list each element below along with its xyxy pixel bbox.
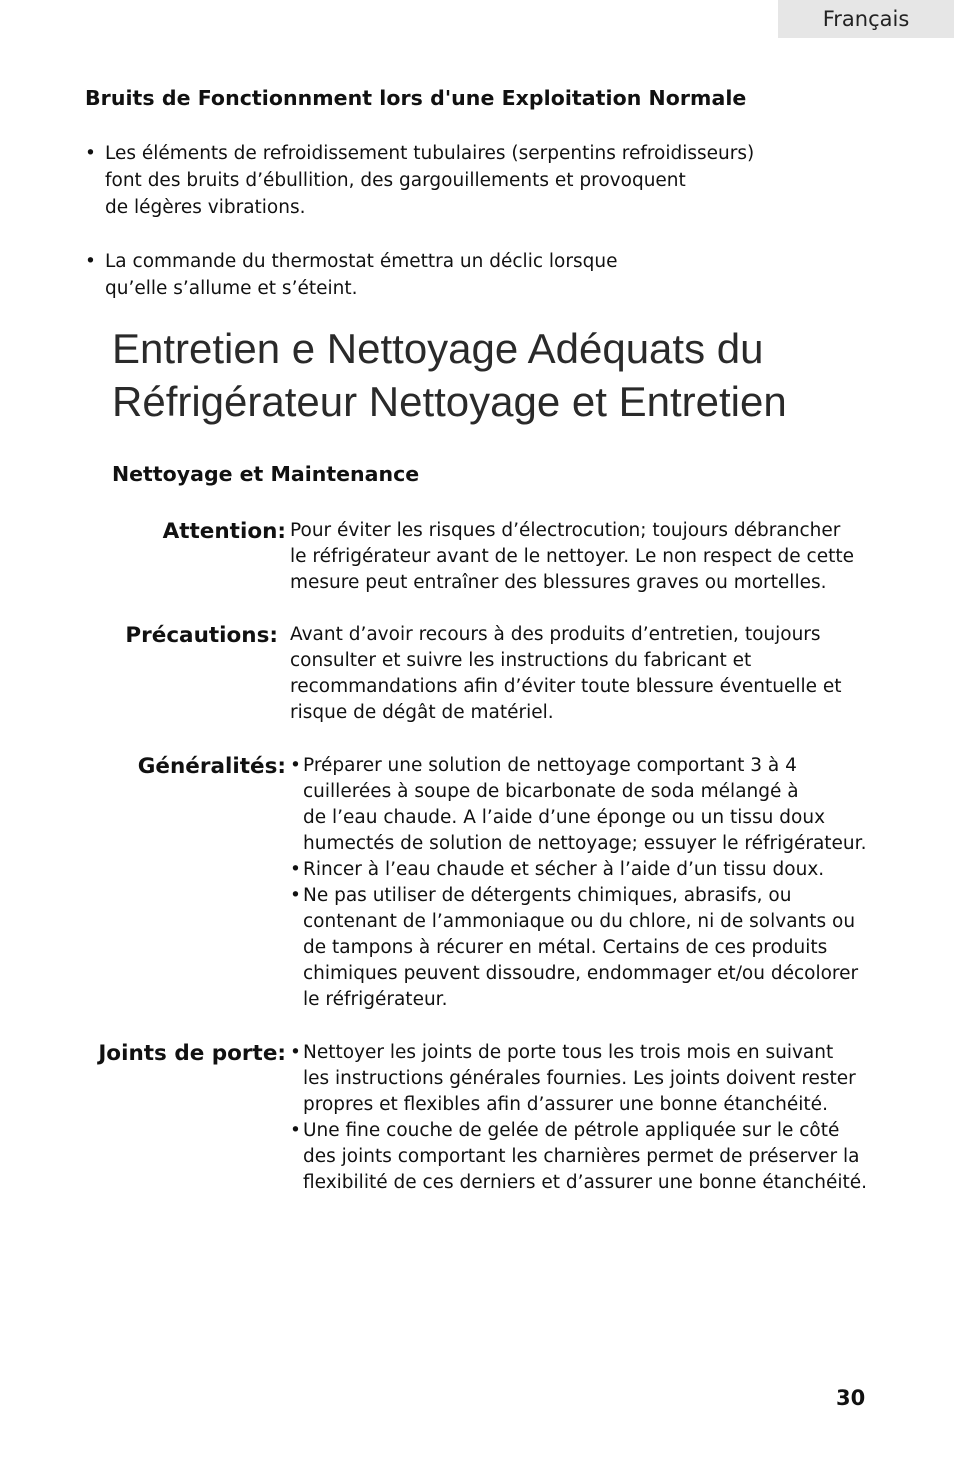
list-item [290, 753, 910, 857]
bullet-marker: • [290, 859, 301, 880]
language-tab: Français [778, 0, 954, 38]
text-line: cuillerées à soupe de bicarbonate de soda mélangé à [303, 781, 799, 802]
text-line: qu’elle s’allume et s’éteint. [105, 278, 358, 299]
text-line: contenant de l’ammoniaque ou du chlore, ni de solvants ou [303, 911, 856, 932]
page-title [112, 322, 787, 428]
section-heading-maintenance: Nettoyage et Maintenance [112, 462, 420, 486]
noise-bullet-list [85, 140, 805, 302]
bullet-marker: • [290, 885, 301, 906]
text-line: Une fine couche de gelée de pétrole appliquée sur le côté [303, 1120, 840, 1141]
text-line: les instructions générales fournies. Les joints doivent rester [303, 1068, 856, 1089]
text-line: le réfrigérateur avant de le nettoyer. Le non respect de cette [290, 546, 854, 567]
text-line: flexibilité de ces derniers et d’assurer une bonne étanchéité. [303, 1172, 867, 1193]
section-heading-noises: Bruits de Fonctionnment lors d'une Exploitation Normale [85, 86, 747, 110]
attention-label: Attention: [162, 519, 286, 544]
list-item [85, 248, 805, 302]
title-line: Entretien e Nettoyage Adéquats du [112, 325, 764, 372]
list-item [290, 883, 910, 1013]
bullet-marker: • [290, 1042, 301, 1063]
text-line: propres et flexibles afin d’assurer une bonne étanchéité. [303, 1094, 828, 1115]
precautions-label: Précautions: [125, 623, 278, 648]
text-line: font des bruits d’ébullition, des gargouillements et provoquent [105, 170, 686, 191]
text-line: le réfrigérateur. [303, 989, 448, 1010]
precautions-text [290, 622, 910, 726]
list-item [85, 140, 805, 221]
list-item [290, 1118, 910, 1196]
text-line: recommandations afin d’éviter toute blessure éventuelle et [290, 676, 842, 697]
attention-text [290, 518, 910, 596]
text-line: risque de dégât de matériel. [290, 702, 554, 723]
list-item [290, 857, 910, 883]
text-line: Avant d’avoir recours à des produits d’entretien, toujours [290, 624, 821, 645]
text-line: de tampons à récurer en métal. Certains de ces produits [303, 937, 828, 958]
text-line: de l’eau chaude. A l’aide d’une éponge ou un tissu doux [303, 807, 826, 828]
bullet-marker: • [290, 755, 301, 776]
title-line: Réfrigérateur Nettoyage et Entretien [112, 378, 787, 425]
generalites-label: Généralités: [137, 754, 286, 779]
text-line: Préparer une solution de nettoyage comportant 3 à 4 [303, 755, 797, 776]
generalites-list [290, 753, 910, 1013]
bullet-marker: • [290, 1120, 301, 1141]
text-line: Ne pas utiliser de détergents chimiques, abrasifs, ou [303, 885, 792, 906]
text-line: mesure peut entraîner des blessures graves ou mortelles. [290, 572, 827, 593]
text-line: Les éléments de refroidissement tubulaires (serpentins refroidisseurs) [105, 143, 755, 164]
text-line: humectés de solution de nettoyage; essuyer le réfrigérateur. [303, 833, 867, 854]
text-line: Pour éviter les risques d’électrocution; toujours débrancher [290, 520, 841, 541]
list-item [290, 1040, 910, 1118]
text-line: de légères vibrations. [105, 197, 306, 218]
text-line: Nettoyer les joints de porte tous les trois mois en suivant [303, 1042, 834, 1063]
joints-list [290, 1040, 910, 1196]
text-line: consulter et suivre les instructions du fabricant et [290, 650, 752, 671]
page-number: 30 [836, 1386, 866, 1410]
text-line: La commande du thermostat émettra un déclic lorsque [105, 251, 618, 272]
text-line: des joints comportant les charnières permet de préserver la [303, 1146, 860, 1167]
text-line: chimiques peuvent dissoudre, endommager et/ou décolorer [303, 963, 859, 984]
bullet-marker: • [85, 143, 96, 164]
text-line: Rincer à l’eau chaude et sécher à l’aide d’un tissu doux. [303, 859, 825, 880]
joints-label: Joints de porte: [98, 1041, 286, 1066]
bullet-marker: • [85, 251, 96, 272]
